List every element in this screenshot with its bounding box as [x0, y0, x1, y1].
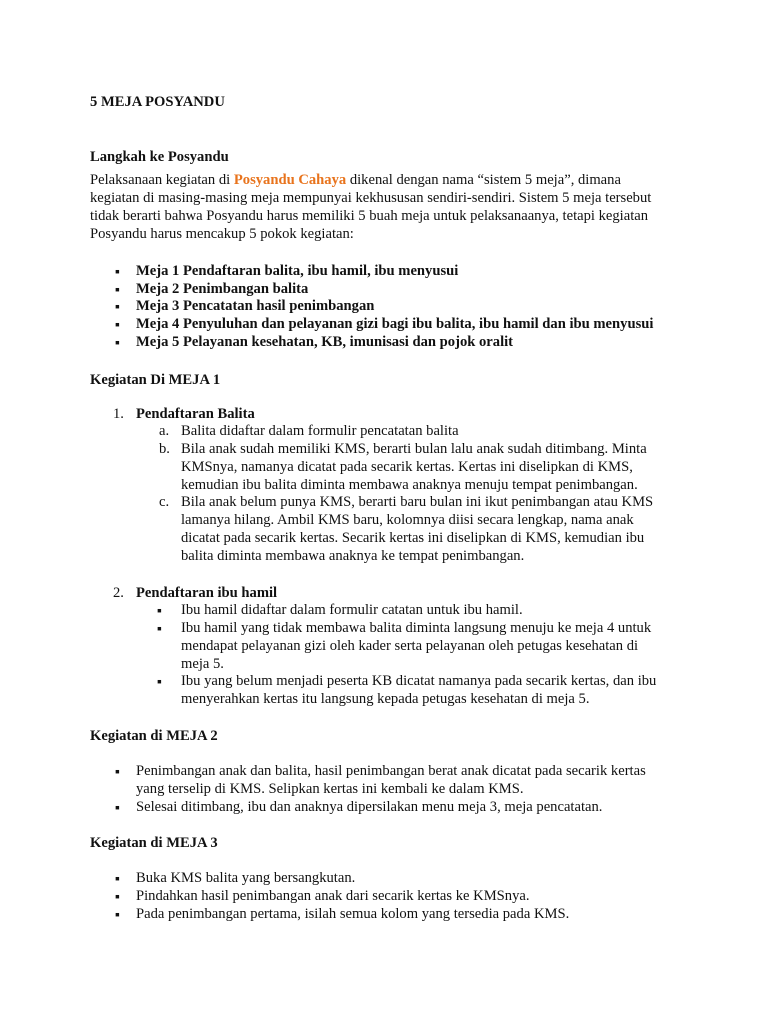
list-number: 2.	[113, 585, 124, 601]
intro-line-4: Posyandu harus mencakup 5 pokok kegiatan:	[90, 226, 354, 242]
list-item-text: yang terselip di KMS. Selipkan kertas ini kembali ke dalam KMS.	[136, 781, 524, 797]
bullet-icon	[115, 763, 120, 782]
list-item-text: Bila anak belum punya KMS, berarti baru bulan ini ikut penimbangan atau KMS	[181, 494, 654, 510]
list-item-text: Penimbangan anak dan balita, hasil penimbangan berat anak dicatat pada secarik kertas	[136, 763, 646, 779]
bullet-icon	[115, 906, 120, 925]
subheading-pendaftaran-balita: Pendaftaran Balita	[136, 406, 255, 422]
bullet-icon	[115, 263, 120, 282]
bullet-icon	[115, 870, 120, 889]
list-item-text: Selesai ditimbang, ibu dan anaknya dipersilakan menu meja 3, meja pencatatan.	[136, 799, 603, 815]
list-item-text: Buka KMS balita yang bersangkutan.	[136, 870, 356, 886]
bullet-icon	[157, 602, 162, 621]
bullet-icon	[157, 673, 162, 692]
list-item-text: kemudian ibu balita diminta membawa anaknya menuju tempat penimbangan.	[181, 477, 638, 493]
bullet-icon	[115, 334, 120, 353]
document-title: 5 MEJA POSYANDU	[90, 94, 225, 110]
intro-line-2: kegiatan di masing-masing meja mempunyai kekhususan sendiri-sendiri. Sistem 5 meja tersebut	[90, 190, 652, 206]
list-item-text: Ibu hamil yang tidak membawa balita diminta langsung menuju ke meja 4 untuk	[181, 620, 652, 636]
list-item-text: Pindahkan hasil penimbangan anak dari secarik kertas ke KMSnya.	[136, 888, 530, 904]
meja-list-item: Meja 5 Pelayanan kesehatan, KB, imunisasi dan pojok oralit	[136, 334, 514, 350]
list-item-text: KMSnya, namanya dicatat pada secarik kertas. Kertas ini diselipkan di KMS,	[181, 459, 633, 475]
intro-line-3: tidak berarti bahwa Posyandu harus memiliki 5 buah meja untuk pelaksanaanya, tetapi kegiatan	[90, 208, 649, 224]
heading-langkah: Langkah ke Posyandu	[90, 149, 229, 165]
list-item-text: dicatat pada secarik kertas. Secarik kertas ini diselipkan di KMS, kemudian ibu	[181, 530, 645, 546]
list-item-text: Ibu hamil didaftar dalam formulir catatan untuk ibu hamil.	[181, 602, 523, 618]
intro-text: Pelaksanaan kegiatan di	[90, 172, 234, 188]
meja-list-item: Meja 2 Penimbangan balita	[136, 281, 309, 297]
list-letter: b.	[159, 441, 170, 457]
meja-list-item: Meja 4 Penyuluhan dan pelayanan gizi bagi ibu balita, ibu hamil dan ibu menyusui	[136, 316, 654, 332]
bullet-icon	[115, 888, 120, 907]
list-item-text: lamanya hilang. Ambil KMS baru, kolomnya diisi secara lengkap, nama anak	[181, 512, 634, 528]
list-item-text: Ibu yang belum menjadi peserta KB dicatat namanya pada secarik kertas, dan ibu	[181, 673, 657, 689]
list-item-text: mendapat pelayanan gizi oleh kader serta pelayanan oleh petugas kesehatan di	[181, 638, 639, 654]
bullet-icon	[115, 316, 120, 335]
heading-meja-3: Kegiatan di MEJA 3	[90, 835, 218, 851]
meja-list-item: Meja 3 Pencatatan hasil penimbangan	[136, 298, 375, 314]
intro-text: dikenal dengan nama “sistem 5 meja”, dimana	[346, 172, 621, 188]
intro-line-1	[90, 171, 621, 189]
bullet-icon	[115, 799, 120, 818]
list-item-text: menyerahkan kertas itu langsung kepada petugas kesehatan di meja 5.	[181, 691, 590, 707]
list-item-text: balita diminta membawa anaknya ke tempat penimbangan.	[181, 548, 525, 564]
list-letter: c.	[159, 494, 170, 510]
list-letter: a.	[159, 423, 170, 439]
list-item-text: Pada penimbangan pertama, isilah semua kolom yang tersedia pada KMS.	[136, 906, 570, 922]
subheading-pendaftaran-ibu-hamil: Pendaftaran ibu hamil	[136, 585, 278, 601]
posyandu-name-highlight: Posyandu Cahaya	[233, 172, 347, 188]
list-item-text: meja 5.	[181, 656, 224, 672]
meja-list-item: Meja 1 Pendaftaran balita, ibu hamil, ibu menyusui	[136, 263, 459, 279]
list-item-text: Bila anak sudah memiliki KMS, berarti bulan lalu anak sudah ditimbang. Minta	[181, 441, 647, 457]
list-item-text: Balita didaftar dalam formulir pencatatan balita	[181, 423, 459, 439]
bullet-icon	[115, 298, 120, 317]
heading-meja-1: Kegiatan Di MEJA 1	[90, 372, 221, 388]
bullet-icon	[157, 620, 162, 639]
heading-meja-2: Kegiatan di MEJA 2	[90, 728, 218, 744]
list-number: 1.	[113, 406, 124, 422]
